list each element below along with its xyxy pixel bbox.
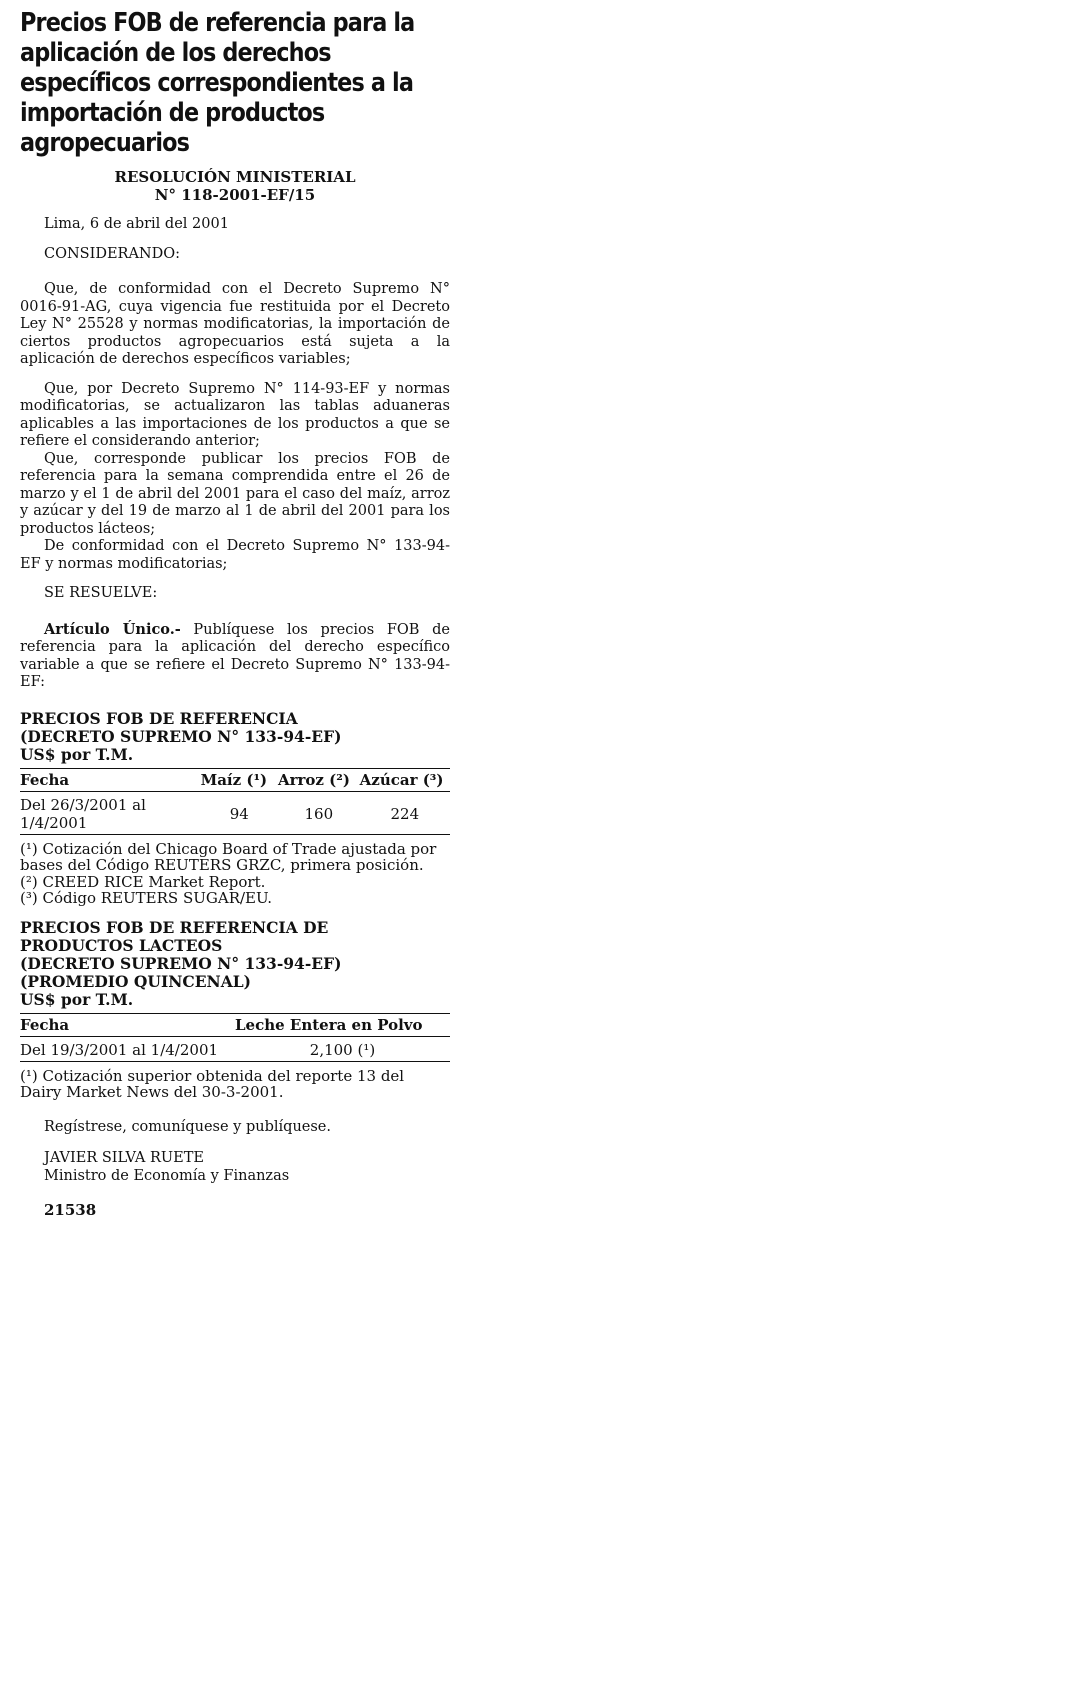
col-header-fecha: Fecha [20, 1013, 235, 1036]
table2-title [20, 919, 450, 1009]
articulo-text: Publíquese los precios FOB de referencia para la aplicación del derecho específico variable a que se refiere el Decreto Supremo N° 133-94-EF: [20, 621, 450, 690]
fob-table-grains [20, 768, 450, 835]
table1-title-line: PRECIOS FOB DE REFERENCIA [20, 708, 298, 728]
table2-title-line: PRECIOS FOB DE REFERENCIA DE [20, 917, 329, 937]
resolution-number: N° 118-2001-EF/15 [154, 186, 316, 204]
col-header-fecha: Fecha [20, 768, 201, 791]
table1-title-line: US$ por T.M. [20, 744, 134, 764]
articulo-label: Artículo Único.- [44, 620, 181, 638]
table2-title-line: US$ por T.M. [20, 989, 134, 1009]
resolution-type: RESOLUCIÓN MINISTERIAL [114, 168, 356, 186]
fob-table-dairy [20, 1013, 450, 1062]
cell-arroz: 160 [278, 791, 360, 834]
col-header-arroz: Arroz (²) [278, 768, 360, 791]
table2-title-line: (DECRETO SUPREMO N° 133-94-EF) [20, 953, 342, 973]
signatory-name: JAVIER SILVA RUETE [44, 1150, 204, 1166]
col-header-maiz: Maíz (¹) [201, 768, 278, 791]
cell-maiz: 94 [201, 791, 278, 834]
publication-code: 21538 [44, 1201, 97, 1219]
table2-title-line: (PROMEDIO QUINCENAL) [20, 971, 251, 991]
table1-title [20, 710, 450, 764]
table2-note-1: (¹) Cotización superior obtenida del reporte 13 del Dairy Market News del 30-3-2001. [20, 1066, 405, 1101]
signature-block [20, 1150, 450, 1185]
cell-fecha: Del 26/3/2001 al 1/4/2001 [20, 791, 201, 834]
date-line: Lima, 6 de abril del 2001 [44, 216, 229, 232]
cell-azucar: 224 [360, 791, 450, 834]
cell-fecha: Del 19/3/2001 al 1/4/2001 [20, 1036, 235, 1061]
se-resuelve-heading: SE RESUELVE: [44, 585, 158, 601]
paragraph-2: Que, por Decreto Supremo N° 114-93-EF y normas modificatorias, se actualizaron las tablas aduaneras aplicables a las importaciones de los productos a que se refiere el considerando anterior; [20, 380, 450, 449]
table-header-row [20, 1013, 450, 1036]
articulo-unico [20, 621, 450, 692]
paragraph-1: Que, de conformidad con el Decreto Supremo N° 0016-91-AG, cuya vigencia fue restituida por el Decreto Ley N° 25528 y normas modificatorias, la importación de ciertos productos agropecuarios está sujeta a la aplicación de derechos específicos variables; [20, 281, 450, 367]
considerando-heading: CONSIDERANDO: [44, 245, 181, 262]
col-header-leche: Leche Entera en Polvo [235, 1013, 450, 1036]
col-header-azucar: Azúcar (³) [360, 768, 450, 791]
document-title: Precios FOB de referencia para la aplicación de los derechos específicos correspondientes a la importación de productos agropecuarios [20, 8, 415, 158]
paragraph-4: De conformidad con el Decreto Supremo N° 133-94-EF y normas modificatorias; [20, 538, 450, 572]
table1-note-1: (¹) Cotización del Chicago Board of Trade ajustada por bases del Código REUTERS GRZC, primera posición. [20, 839, 437, 874]
table1-note-3: (³) Código REUTERS SUGAR/EU. [20, 889, 273, 907]
closing-formula: Regístrese, comuníquese y publíquese. [44, 1118, 331, 1135]
table1-note-2: (²) CREED RICE Market Report. [20, 872, 266, 891]
table1-title-line: (DECRETO SUPREMO N° 133-94-EF) [20, 726, 342, 746]
document [20, 8, 450, 1219]
table2-title-line: PRODUCTOS LACTEOS [20, 935, 223, 955]
table-row [20, 791, 450, 834]
resolution-header [20, 168, 450, 204]
signatory-position: Ministro de Economía y Finanzas [44, 1167, 290, 1184]
paragraph-3: Que, corresponde publicar los precios FOB de referencia para la semana comprendida entre el 26 de marzo y el 1 de abril del 2001 para el caso del maíz, arroz y azúcar y del 19 de marzo al 1 de abril del 2001 para los productos lácteos; [20, 450, 450, 537]
table-header-row [20, 768, 450, 791]
table-row [20, 1036, 450, 1061]
cell-leche: 2,100 (¹) [235, 1036, 450, 1061]
